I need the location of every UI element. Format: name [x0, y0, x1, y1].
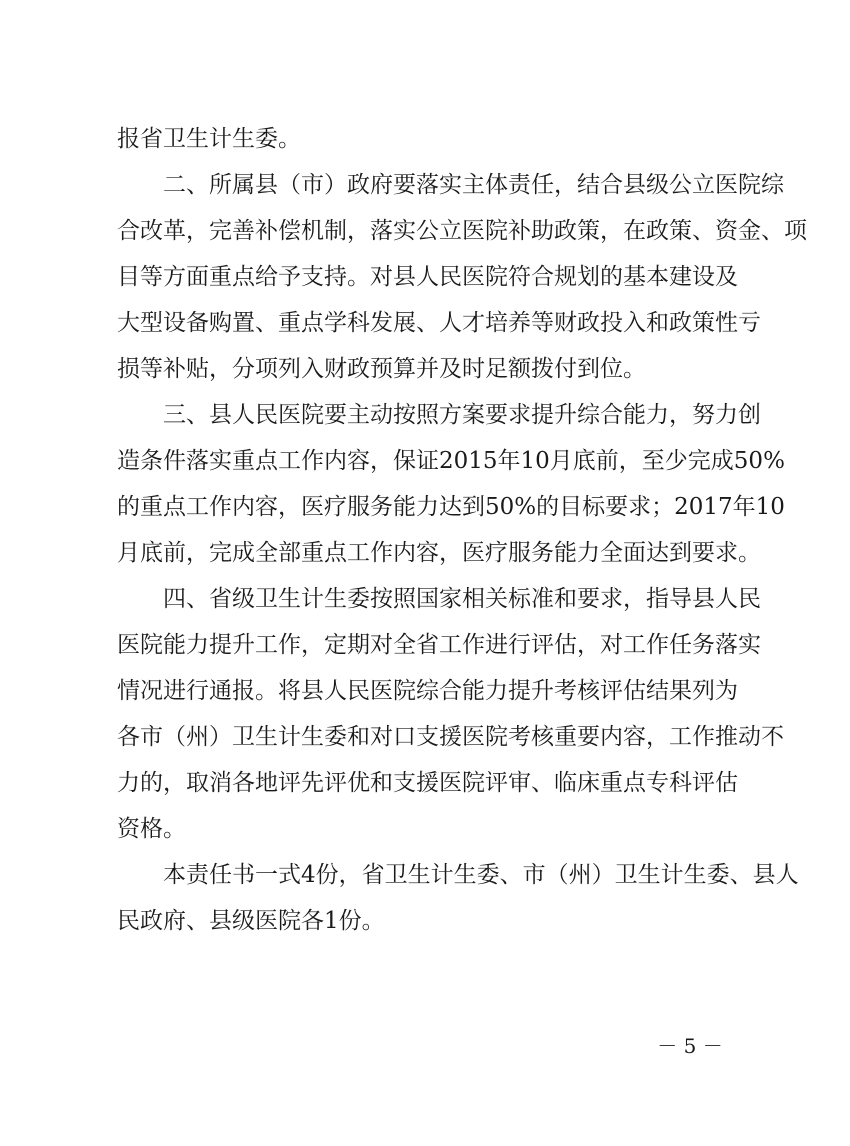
text-line: 二、所属县（市）政府要落实主体责任，结合县级公立医院综 — [163, 172, 784, 198]
text-line: 大型设备购置、重点学科发展、人才培养等财政投入和政策性亏 — [117, 310, 761, 336]
text-line: 造条件落实重点工作内容，保证2015年10月底前，至少完成50% — [117, 448, 785, 474]
page-number: － 5 － — [657, 1034, 723, 1058]
text-line: 月底前，完成全部重点工作内容，医疗服务能力全面达到要求。 — [117, 540, 761, 566]
text-line: 本责任书一式4份，省卫生计生委、市（州）卫生计生委、县人 — [163, 862, 799, 888]
text-line: 民政府、县级医院各1份。 — [117, 908, 385, 934]
text-line: 目等方面重点给予支持。对县人民医院符合规划的基本建设及 — [117, 264, 738, 290]
text-line: 资格。 — [117, 816, 186, 842]
text-line: 情况进行通报。将县人民医院综合能力提升考核评估结果列为 — [117, 678, 738, 704]
text-line: 医院能力提升工作，定期对全省工作进行评估，对工作任务落实 — [117, 632, 761, 658]
text-line: 的重点工作内容，医疗服务能力达到50%的目标要求；2017年10 — [117, 494, 785, 520]
text-line: 合改革，完善补偿机制，落实公立医院补助政策，在政策、资金、项 — [117, 218, 807, 244]
text-line: 三、县人民医院要主动按照方案要求提升综合能力，努力创 — [163, 402, 761, 428]
text-line: 损等补贴，分项列入财政预算并及时足额拨付到位。 — [117, 356, 646, 382]
text-line: 力的，取消各地评先评优和支援医院评审、临床重点专科评估 — [117, 770, 738, 796]
text-line: 各市（州）卫生计生委和对口支援医院考核重要内容，工作推动不 — [117, 724, 784, 750]
text-line: 报省卫生计生委。 — [117, 126, 301, 152]
text-line: 四、省级卫生计生委按照国家相关标准和要求，指导县人民 — [163, 586, 761, 612]
